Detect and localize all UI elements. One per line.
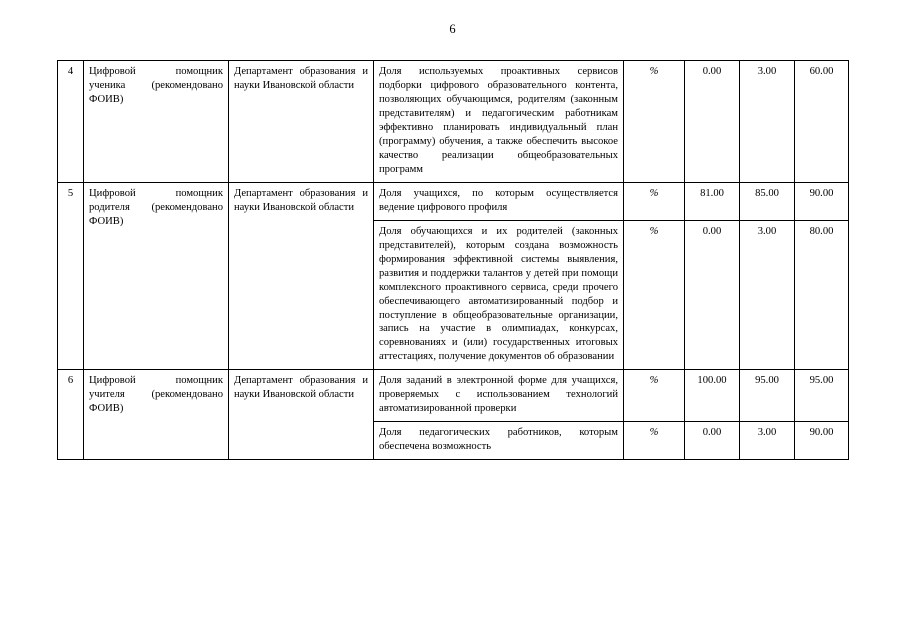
indicators-table [57,60,849,460]
indicator-value-2: 3.00 [740,61,795,183]
table-container [0,37,905,460]
indicator-value-1: 81.00 [685,182,740,220]
row-number: 5 [58,182,84,370]
indicator-value-1: 0.00 [685,61,740,183]
indicator-value-2: 3.00 [740,422,795,460]
indicator-unit: % [624,370,685,422]
indicator-value-2: 95.00 [740,370,795,422]
indicator-value-3: 90.00 [795,422,849,460]
indicator-unit: % [624,422,685,460]
indicator-text: Доля используемых проактивных сервисов подборки цифрового образовательного контента, позволяющих обучающимся, родителям (законным представителям) и педагогическим работникам эффективно планировать индивидуальный план (программу) обучения, а также обеспечить высокое качество реализации общеобразовательных программ [374,61,624,183]
indicator-value-1: 0.00 [685,422,740,460]
indicator-value-1: 0.00 [685,220,740,370]
row-name: Цифровой помощник ученика (рекомендовано ФОИВ) [84,61,229,183]
row-number: 4 [58,61,84,183]
indicator-value-3: 80.00 [795,220,849,370]
indicator-text: Доля заданий в электронной форме для учащихся, проверяемых с использованием технологий автоматизированной проверки [374,370,624,422]
indicator-unit: % [624,220,685,370]
indicator-text: Доля педагогических работников, которым обеспечена возможность [374,422,624,460]
row-organization: Департамент образования и науки Ивановской области [229,370,374,460]
row-name: Цифровой помощник родителя (рекомендовано ФОИВ) [84,182,229,370]
indicator-unit: % [624,61,685,183]
row-name: Цифровой помощник учителя (рекомендовано ФОИВ) [84,370,229,460]
indicator-value-2: 3.00 [740,220,795,370]
indicator-value-3: 60.00 [795,61,849,183]
row-number: 6 [58,370,84,460]
row-organization: Департамент образования и науки Ивановской области [229,182,374,370]
row-organization: Департамент образования и науки Ивановской области [229,61,374,183]
table-row [58,370,849,422]
indicator-value-1: 100.00 [685,370,740,422]
indicator-value-3: 90.00 [795,182,849,220]
indicator-text: Доля учащихся, по которым осуществляется ведение цифрового профиля [374,182,624,220]
indicator-text: Доля обучающихся и их родителей (законных представителей), которым создана возможность формирования эффективной системы выявления, развития и поддержки талантов у детей при помощи комплексного проактивного сервиса, среди прочего обеспечивающего автоматизированный подбор и поступление в общеобразовательные организации, запись на участие в олимпиадах, конкурсах, соревнованиях и (или) государственных итоговых аттестациях, получение документов об образовании [374,220,624,370]
page-number: 6 [449,22,456,36]
table-row [58,61,849,183]
table-row [58,182,849,220]
indicator-unit: % [624,182,685,220]
indicator-value-2: 85.00 [740,182,795,220]
indicator-value-3: 95.00 [795,370,849,422]
